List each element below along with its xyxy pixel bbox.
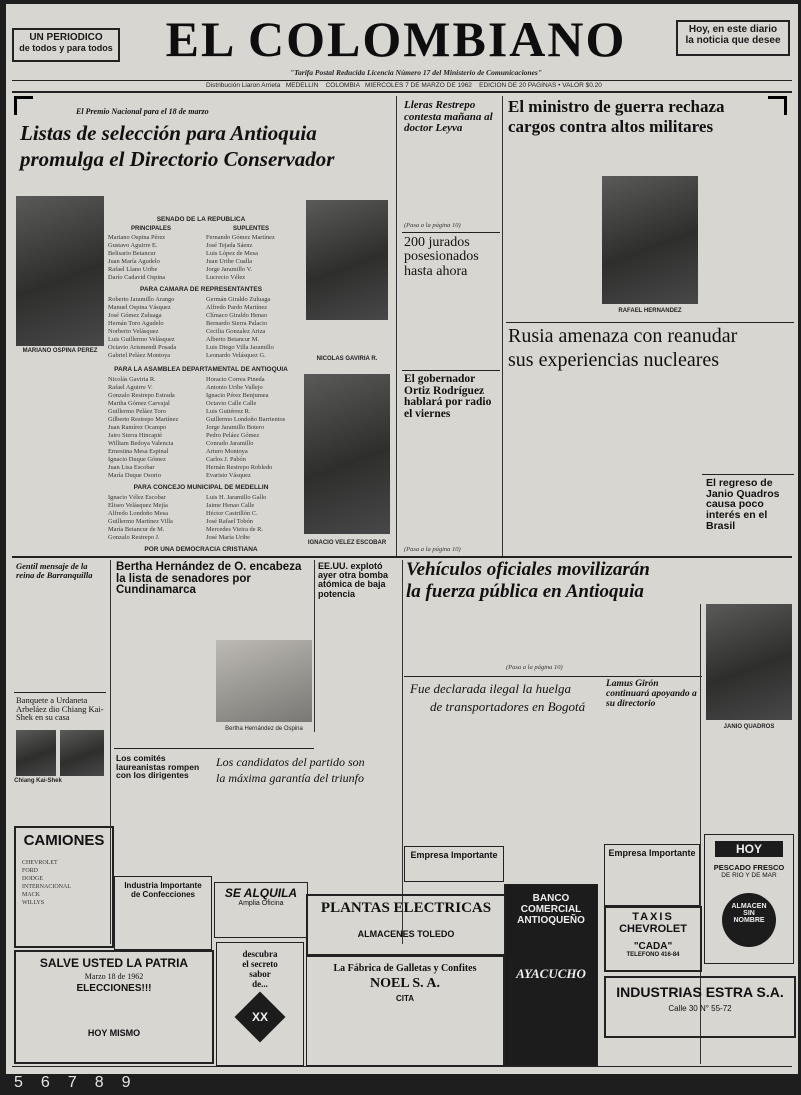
descubra-line-1: descubra [242, 949, 278, 959]
dateline-rule-top [12, 80, 792, 81]
left-slogan-box [12, 28, 120, 62]
concejo-principales-list: Ignacio Vélez Escobar Eliseo Velásquez Mejía Alfredo Londoño Mesa Guillermo Martínez Villa María Betancur de M. Gonzalo Restrepo J. [108, 494, 173, 541]
quadros-caption: JANIO QUADROS [723, 724, 775, 730]
empresa-title-center: Empresa Importante [410, 850, 498, 860]
taxis-title: TAXIS [632, 911, 674, 923]
ospina-photo [16, 196, 104, 346]
page-number-strip [6, 1074, 214, 1094]
senate-suplentes-label: SUPLENTES [232, 226, 269, 232]
plantas-ad [306, 894, 506, 956]
plantas-title: PLANTAS ELECTRICAS [320, 900, 492, 916]
banco-title-2: COMERCIAL [520, 904, 582, 915]
banquet-headline: Banquete a Urdaneta Arbeláez dio Chiang Kai-Shek en su casa [16, 695, 104, 723]
column-rule-5 [402, 560, 403, 944]
giron-headline: Lamus Girón continuará apoyando a su directorio [606, 679, 697, 709]
bertha-headline: Bertha Hernández de O. encabeza la lista de senadores por Cundinamarca [116, 561, 302, 597]
galletas-title: La Fábrica de Galletas y Confites [333, 963, 477, 974]
velez-photo [304, 374, 390, 534]
left-slogan-line-1: UN PERIODICO [29, 32, 103, 43]
right-slogan-line-2: la noticia que desee [685, 35, 781, 46]
column-rule-1 [396, 96, 397, 556]
lower-left-rule-1 [14, 692, 106, 693]
left-slogan-line-2: de todos y para todos [19, 43, 113, 53]
dateline-distribution: Distribución Liaron Arrieta [206, 82, 281, 89]
masthead-title: EL COLOMBIANO [165, 11, 627, 67]
column-rule-2 [502, 96, 503, 556]
toledo-title: ALMACENES TOLEDO [357, 929, 455, 939]
cita-title: CITA [395, 994, 415, 1003]
pescado-title-1: PESCADO FRESCO [713, 863, 785, 872]
descubra-line-2: el secreto [242, 959, 278, 969]
alquila-title: SE ALQUILA [224, 886, 298, 900]
asamblea-heading: PARA LA ASAMBLEA DEPARTAMENTAL DE ANTIOQUIA [114, 366, 288, 373]
queen-body [16, 598, 96, 668]
banco-title-1: BANCO [532, 893, 570, 904]
almacen-badge [722, 893, 776, 947]
empresa-ad-center [404, 846, 504, 882]
bertha-body [116, 600, 212, 730]
salve-date: Marzo 18 de 1962 [84, 972, 144, 981]
taxis-ad [604, 906, 702, 972]
taxis-chevrolet: CHEVROLET [619, 923, 687, 935]
chiang-caption: Chiang Kai-Shek [14, 778, 62, 784]
empresa-ad-right [604, 844, 700, 906]
banco-title-3: ANTIOQUEÑO [517, 915, 585, 926]
estra-address: Calle 30 N° 55-72 [668, 1004, 732, 1013]
camara-heading: PARA CAMARA DE REPRESENTANTES [139, 286, 263, 293]
concejo-heading: PARA CONCEJO MUNICIPAL DE MEDELLIN [133, 484, 269, 491]
quadros-headline: El regreso de Janio Quadros causa poco interés en el Brasil [706, 477, 780, 532]
salve-ad [14, 950, 214, 1064]
confecciones-title-2: de Confecciones [130, 890, 195, 899]
vehicles-body [406, 610, 696, 666]
page-number: 6 [40, 1074, 50, 1091]
lead-headline-line-2: promulga el Directorio Conservador [20, 147, 335, 171]
lower-right-rule-1 [604, 676, 700, 677]
galletas-ad [306, 956, 504, 1066]
strike-headline-2: de transportadores en Bogotá [430, 699, 586, 714]
concejo-suplentes-list: Luis H. Jaramillo Gallo Jaime Henao Calle Héctor Castrillón C. José Rafael Tobón Mercedes Vieira de R. José María Uribe [206, 494, 267, 541]
russia-body [508, 382, 698, 552]
camiones-title: CAMIONES [23, 832, 105, 849]
salve-title: SALVE USTED LA PATRIA [39, 956, 189, 970]
camiones-list: CHEVROLET FORD DODGE INTERNACIONAL MACK WILLYS [22, 860, 71, 906]
laureanistas-headline: Los comités laureanistas rompen con los dirigentes [116, 753, 200, 781]
queen-headline: Gentil mensaje de la reina de Barranquilla [16, 561, 93, 580]
banquet-body [16, 790, 106, 820]
vehicles-continued: (Pasa a la página 10) [506, 664, 563, 671]
governor-continued: (Pasa a la página 10) [404, 546, 461, 553]
page-number: 5 [14, 1074, 23, 1091]
lead-headline-line-1: Listas de selección para Antioquia [20, 121, 317, 145]
almacen-line-1: ALMACEN [731, 903, 767, 910]
war-minister-body [508, 150, 600, 310]
taxis-cada: "CADA" [633, 941, 673, 952]
taxis-telefono: TELEFONO 416-84 [626, 952, 680, 958]
right-rule-1 [506, 322, 794, 323]
leyva-headline: Lleras Restrepo contesta mañana al doctor Leyva [404, 99, 493, 135]
ospina-body [16, 360, 104, 540]
dateline-country: COLOMBIA [325, 82, 360, 89]
strike-headline-1: Fue declarada ilegal la huelga [410, 681, 572, 696]
russia-headline-2: sus experiencias nucleares [508, 349, 720, 371]
bomb-headline: EE.UU. explotó ayer otra bomba atómica de baja potencia [318, 561, 389, 599]
governor-headline: El gobernador Ortiz Rodríguez hablará por radio el viernes [404, 373, 492, 421]
dateline-date: MIERCOLES 7 DE MARZO DE 1962 [365, 82, 472, 89]
senate-heading: SENADO DE LA REPUBLICA [156, 216, 246, 223]
lower-center-rule-1 [114, 748, 314, 749]
dateline-city: MEDELLIN [285, 82, 319, 89]
page-number: 9 [121, 1074, 131, 1091]
russia-side [704, 382, 792, 472]
jurados-body [404, 294, 496, 364]
velez-caption: IGNACIO VELEZ ESCOBAR [307, 540, 387, 546]
hoy-mismo-title: HOY MISMO [87, 1028, 141, 1038]
candidates-headline-1: Los candidatos del partido son [216, 755, 365, 769]
page-number: 7 [67, 1074, 77, 1091]
hoy-ad [704, 834, 794, 964]
confecciones-ad [114, 876, 212, 950]
bertha-caption: Bertha Hernández de Ospina [225, 726, 303, 732]
dateline [206, 82, 796, 89]
elecciones-title: ELECCIONES!!! [76, 983, 152, 994]
vehicles-headline-1: Vehículos oficiales movilizarán [406, 559, 650, 580]
ayacucho-title: AYACUCHO [516, 966, 586, 981]
right-slogan-line-1: Hoy, en este diario [688, 24, 778, 35]
column-rule-3 [110, 560, 111, 944]
dateline-edition: EDICION DE 20 PAGINAS • VALOR $0.20 [479, 82, 602, 89]
candidates-headline-2: la máxima garantía del triunfo [216, 771, 364, 785]
alquila-subtitle: Amplia Oficina [238, 900, 284, 907]
center-rule-1 [402, 232, 500, 233]
gaviria-caption: NICOLAS GAVIRIA R. [316, 356, 378, 362]
asamblea-suplentes-list: Horacio Correa Pineda Antonio Uribe Vallejo Ignacio Pérez Benjumea Octavio Calle Calle Luis Gutiérrez R. Guillermo Londoño Barrientos Jorge Jaramillo Botero Pedro Peláez Gómez Conrado Jaramillo Arturo Montoya Carlos J. Pabón Hernán Restrepo Robledo Evaristo Vásquez [206, 376, 286, 479]
almacen-line-2: SIN [743, 910, 755, 917]
column-rule-4 [314, 560, 315, 732]
xx-diamond [235, 992, 286, 1043]
right-slogan-box [676, 20, 790, 56]
kicker-prize: El Premio Nacional para el 18 de marzo [76, 107, 209, 116]
confecciones-title-1: Industria Importante [124, 881, 202, 890]
bomb-body [318, 606, 398, 734]
camara-suplentes-list: Germán Giraldo Zuluaga Alfredo Pardo Martínez Clímaco Giraldo Henao Bernardo Sierra Palacio Cecilia Gonzalez Ariza Alberto Betancur M. Luis Diego Villa Jaramillo Leonardo Velásquez G. [206, 296, 274, 359]
jurados-headline: 200 jurados posesionados hasta ahora [404, 235, 479, 279]
pescado-title-2: DE RIO Y DE MAR [721, 872, 777, 879]
russia-headline-1: Rusia amenaza con reanudar [508, 325, 738, 347]
almacen-line-3: NOMBRE [733, 917, 765, 924]
descubra-line-3: sabor [249, 969, 271, 979]
war-minister-side [704, 150, 792, 310]
banco-ad [504, 884, 598, 1066]
democracia-heading: POR UNA DEMOCRACIA CRISTIANA [144, 546, 258, 553]
right-rule-2 [702, 474, 794, 475]
asamblea-principales-list: Nicolás Gaviria R. Rafael Aguirre V. Gonzalo Restrepo Estrada Martha Gómez Carvajal Guillermo Peláez Toro Gilberto Restrepo Martínez Juan Ramírez Ocampo Jairo Sierra Hincapié William Bedoya Valencia Ernestina Mesa Espinal Ignacio Duque Gómez Juan Lisa Escobar María Duque Osorio [108, 376, 179, 479]
urdaneta-photo [60, 730, 104, 776]
gaviria-photo [306, 200, 388, 320]
candidates-body [216, 794, 400, 874]
chiang-photo [16, 730, 56, 776]
page-number: 8 [94, 1074, 104, 1091]
senate-principales-list: Mariano Ospina Pérez Gustavo Aguirre E. Belisario Betancur Juan María Agudelo Rafael Llano Uribe Darío Cadavid Ospina [108, 234, 166, 281]
dateline-rule-bottom [12, 91, 792, 93]
ospina-caption: MARIANO OSPINA PEREZ [22, 348, 98, 354]
giron-body [606, 716, 698, 836]
bottom-rule [12, 1066, 792, 1067]
xx-label: XX [251, 1009, 269, 1024]
camiones-ad [14, 826, 114, 948]
war-minister-headline-2: cargos contra altos militares [508, 117, 714, 136]
leyva-continued: (Pasa a la página 10) [404, 222, 461, 229]
estra-ad [604, 976, 796, 1038]
hernandez-caption: RAFAEL HERNANDEZ [618, 308, 682, 314]
alquila-ad [214, 882, 308, 938]
bertha-photo [216, 640, 312, 722]
empresa-title-right: Empresa Importante [608, 848, 696, 858]
quadros-photo [706, 604, 792, 720]
hoy-banner: HOY [715, 841, 783, 857]
governor-body [404, 444, 496, 544]
center-rule-2 [402, 370, 500, 371]
salve-body [24, 996, 204, 1026]
war-minister-headline-1: El ministro de guerra rechaza [508, 97, 725, 116]
masthead-subtitle: "Tarifa Postal Reducida Licencia Número 17 del Ministerio de Comunicaciones" [289, 68, 542, 77]
descubra-line-4: de... [252, 979, 268, 989]
newspaper-page [6, 4, 798, 1074]
hernandez-photo [602, 176, 698, 304]
estra-title: INDUSTRIAS ESTRA S.A. [616, 984, 784, 1000]
senate-principales-label: PRINCIPALES [131, 226, 171, 232]
senate-suplentes-list: Fernando Gómez Martínez José Tejada Sáenz Luis López de Mesa Juan Uribe Cualla Jorge Jaramillo V. Lucrecio Vélez [206, 234, 275, 281]
mid-page-rule [12, 556, 792, 558]
crop-mark-left [14, 96, 33, 115]
noel-title: NOEL S. A. [369, 976, 441, 991]
leyva-body [404, 152, 496, 230]
vehicles-headline-2: la fuerza pública en Antioquia [406, 581, 644, 602]
descubra-ad [216, 942, 304, 1066]
camara-principales-list: Roberto Jaramillo Arango Manuel Ospina Vásquez José Gómez Zuluaga Hernán Toro Agudelo Norberto Velásquez Luis Guillermo Velásquez Octavio Arismendi Posada Gabriel Peláez Montoya [108, 296, 177, 359]
